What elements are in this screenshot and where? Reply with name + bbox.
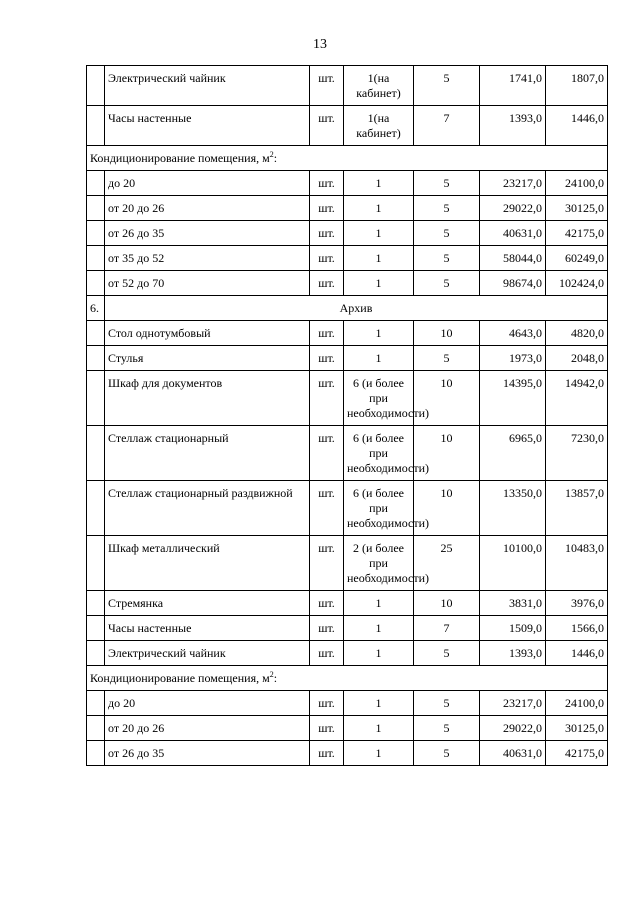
price-cell: 40631,0 bbox=[480, 741, 546, 766]
quantity-cell: 1(на кабинет) bbox=[344, 66, 414, 106]
unit-cell: шт. bbox=[310, 741, 344, 766]
unit-cell: шт. bbox=[310, 481, 344, 536]
quantity-cell: 6 (и более при необходимости) bbox=[344, 371, 414, 426]
row-number-cell bbox=[87, 741, 105, 766]
row-number-cell bbox=[87, 536, 105, 591]
row-number-cell bbox=[87, 591, 105, 616]
price-cell: 1393,0 bbox=[480, 641, 546, 666]
price-max-cell: 1446,0 bbox=[546, 641, 608, 666]
table-row bbox=[87, 371, 608, 426]
section-title: Архив bbox=[105, 296, 608, 321]
row-number-cell bbox=[87, 716, 105, 741]
row-number-cell bbox=[87, 371, 105, 426]
section-heading-text: Кондиционирование помещения, м bbox=[90, 151, 270, 165]
table-row bbox=[87, 196, 608, 221]
unit-cell: шт. bbox=[310, 641, 344, 666]
item-name: Стеллаж стационарный раздвижной bbox=[105, 481, 310, 536]
section-heading-tail: : bbox=[273, 671, 278, 685]
quantity-cell: 6 (и более при необходимости) bbox=[344, 426, 414, 481]
table-row bbox=[87, 616, 608, 641]
item-name: Часы настенные bbox=[105, 616, 310, 641]
service-life-cell: 10 bbox=[414, 591, 480, 616]
table-row bbox=[87, 246, 608, 271]
table-row bbox=[87, 106, 608, 146]
quantity-cell: 1 bbox=[344, 716, 414, 741]
price-max-cell: 7230,0 bbox=[546, 426, 608, 481]
price-max-cell: 1807,0 bbox=[546, 66, 608, 106]
price-cell: 58044,0 bbox=[480, 246, 546, 271]
price-cell: 1741,0 bbox=[480, 66, 546, 106]
item-name: от 26 до 35 bbox=[105, 221, 310, 246]
quantity-cell: 1 bbox=[344, 196, 414, 221]
price-cell: 13350,0 bbox=[480, 481, 546, 536]
unit-cell: шт. bbox=[310, 691, 344, 716]
quantity-cell: 1 bbox=[344, 271, 414, 296]
page-number: 13 bbox=[313, 37, 327, 52]
table-row bbox=[87, 321, 608, 346]
price-max-cell: 3976,0 bbox=[546, 591, 608, 616]
price-cell: 1973,0 bbox=[480, 346, 546, 371]
quantity-cell: 1 bbox=[344, 641, 414, 666]
service-life-cell: 5 bbox=[414, 691, 480, 716]
service-life-cell: 5 bbox=[414, 171, 480, 196]
table-row bbox=[87, 426, 608, 481]
service-life-cell: 5 bbox=[414, 741, 480, 766]
quantity-cell: 6 (и более при необходимости) bbox=[344, 481, 414, 536]
row-number-cell bbox=[87, 691, 105, 716]
price-max-cell: 24100,0 bbox=[546, 691, 608, 716]
price-table-body bbox=[87, 66, 608, 766]
item-name: от 20 до 26 bbox=[105, 716, 310, 741]
service-life-cell: 5 bbox=[414, 221, 480, 246]
service-life-cell: 10 bbox=[414, 481, 480, 536]
table-row bbox=[87, 716, 608, 741]
item-name: Стремянка bbox=[105, 591, 310, 616]
table-row bbox=[87, 641, 608, 666]
service-life-cell: 5 bbox=[414, 716, 480, 741]
service-life-cell: 25 bbox=[414, 536, 480, 591]
row-number-cell bbox=[87, 106, 105, 146]
service-life-cell: 7 bbox=[414, 616, 480, 641]
unit-cell: шт. bbox=[310, 246, 344, 271]
section-title-row bbox=[87, 296, 608, 321]
unit-cell: шт. bbox=[310, 171, 344, 196]
table-row bbox=[87, 481, 608, 536]
unit-cell: шт. bbox=[310, 426, 344, 481]
price-max-cell: 24100,0 bbox=[546, 171, 608, 196]
unit-cell: шт. bbox=[310, 106, 344, 146]
unit-cell: шт. bbox=[310, 271, 344, 296]
service-life-cell: 5 bbox=[414, 196, 480, 221]
unit-cell: шт. bbox=[310, 591, 344, 616]
item-name: Часы настенные bbox=[105, 106, 310, 146]
price-max-cell: 10483,0 bbox=[546, 536, 608, 591]
item-name: от 26 до 35 bbox=[105, 741, 310, 766]
service-life-cell: 5 bbox=[414, 66, 480, 106]
quantity-cell: 1 bbox=[344, 741, 414, 766]
service-life-cell: 10 bbox=[414, 321, 480, 346]
section-heading-row bbox=[87, 666, 608, 691]
row-number-cell bbox=[87, 271, 105, 296]
price-cell: 4643,0 bbox=[480, 321, 546, 346]
table-row bbox=[87, 221, 608, 246]
section-heading-tail: : bbox=[273, 151, 278, 165]
unit-cell: шт. bbox=[310, 221, 344, 246]
item-name: от 52 до 70 bbox=[105, 271, 310, 296]
price-max-cell: 13857,0 bbox=[546, 481, 608, 536]
price-table bbox=[86, 65, 608, 766]
item-name: от 35 до 52 bbox=[105, 246, 310, 271]
item-name: Стол однотумбовый bbox=[105, 321, 310, 346]
price-max-cell: 30125,0 bbox=[546, 196, 608, 221]
unit-cell: шт. bbox=[310, 346, 344, 371]
section-heading-text: Кондиционирование помещения, м bbox=[90, 671, 270, 685]
price-max-cell: 14942,0 bbox=[546, 371, 608, 426]
item-name: Электрический чайник bbox=[105, 641, 310, 666]
unit-cell: шт. bbox=[310, 321, 344, 346]
table-row bbox=[87, 346, 608, 371]
table-row bbox=[87, 536, 608, 591]
service-life-cell: 10 bbox=[414, 426, 480, 481]
table-row bbox=[87, 171, 608, 196]
section-number: 6. bbox=[87, 296, 105, 321]
row-number-cell bbox=[87, 426, 105, 481]
item-name: Электрический чайник bbox=[105, 66, 310, 106]
row-number-cell bbox=[87, 616, 105, 641]
row-number-cell bbox=[87, 481, 105, 536]
section-heading bbox=[87, 666, 608, 691]
section-heading-sup: 2 bbox=[269, 670, 274, 679]
table-row bbox=[87, 591, 608, 616]
quantity-cell: 1 bbox=[344, 246, 414, 271]
price-cell: 23217,0 bbox=[480, 691, 546, 716]
price-max-cell: 102424,0 bbox=[546, 271, 608, 296]
price-cell: 6965,0 bbox=[480, 426, 546, 481]
row-number-cell bbox=[87, 66, 105, 106]
price-cell: 1509,0 bbox=[480, 616, 546, 641]
quantity-cell: 1(на кабинет) bbox=[344, 106, 414, 146]
quantity-cell: 1 bbox=[344, 171, 414, 196]
quantity-cell: 1 bbox=[344, 591, 414, 616]
price-cell: 98674,0 bbox=[480, 271, 546, 296]
unit-cell: шт. bbox=[310, 66, 344, 106]
section-heading-sup: 2 bbox=[269, 150, 274, 159]
unit-cell: шт. bbox=[310, 536, 344, 591]
table-row bbox=[87, 741, 608, 766]
quantity-cell: 1 bbox=[344, 691, 414, 716]
row-number-cell bbox=[87, 171, 105, 196]
price-cell: 29022,0 bbox=[480, 716, 546, 741]
price-cell: 29022,0 bbox=[480, 196, 546, 221]
price-cell: 10100,0 bbox=[480, 536, 546, 591]
section-heading bbox=[87, 146, 608, 171]
price-max-cell: 42175,0 bbox=[546, 741, 608, 766]
quantity-cell: 2 (и более при необходимости) bbox=[344, 536, 414, 591]
item-name: Стеллаж стационарный bbox=[105, 426, 310, 481]
price-cell: 3831,0 bbox=[480, 591, 546, 616]
price-max-cell: 1566,0 bbox=[546, 616, 608, 641]
price-max-cell: 1446,0 bbox=[546, 106, 608, 146]
table-row bbox=[87, 691, 608, 716]
row-number-cell bbox=[87, 346, 105, 371]
service-life-cell: 10 bbox=[414, 371, 480, 426]
service-life-cell: 5 bbox=[414, 641, 480, 666]
section-heading-row bbox=[87, 146, 608, 171]
service-life-cell: 5 bbox=[414, 271, 480, 296]
unit-cell: шт. bbox=[310, 196, 344, 221]
item-name: до 20 bbox=[105, 691, 310, 716]
price-cell: 1393,0 bbox=[480, 106, 546, 146]
price-cell: 14395,0 bbox=[480, 371, 546, 426]
price-max-cell: 42175,0 bbox=[546, 221, 608, 246]
row-number-cell bbox=[87, 196, 105, 221]
row-number-cell bbox=[87, 321, 105, 346]
table-row bbox=[87, 271, 608, 296]
item-name: Шкаф металлический bbox=[105, 536, 310, 591]
price-max-cell: 4820,0 bbox=[546, 321, 608, 346]
item-name: Стулья bbox=[105, 346, 310, 371]
unit-cell: шт. bbox=[310, 616, 344, 641]
row-number-cell bbox=[87, 641, 105, 666]
item-name: до 20 bbox=[105, 171, 310, 196]
service-life-cell: 5 bbox=[414, 346, 480, 371]
item-name: Шкаф для документов bbox=[105, 371, 310, 426]
price-max-cell: 60249,0 bbox=[546, 246, 608, 271]
unit-cell: шт. bbox=[310, 371, 344, 426]
quantity-cell: 1 bbox=[344, 321, 414, 346]
price-cell: 23217,0 bbox=[480, 171, 546, 196]
unit-cell: шт. bbox=[310, 716, 344, 741]
item-name: от 20 до 26 bbox=[105, 196, 310, 221]
price-max-cell: 30125,0 bbox=[546, 716, 608, 741]
price-max-cell: 2048,0 bbox=[546, 346, 608, 371]
service-life-cell: 7 bbox=[414, 106, 480, 146]
table-row bbox=[87, 66, 608, 106]
quantity-cell: 1 bbox=[344, 616, 414, 641]
row-number-cell bbox=[87, 246, 105, 271]
quantity-cell: 1 bbox=[344, 221, 414, 246]
price-cell: 40631,0 bbox=[480, 221, 546, 246]
quantity-cell: 1 bbox=[344, 346, 414, 371]
service-life-cell: 5 bbox=[414, 246, 480, 271]
row-number-cell bbox=[87, 221, 105, 246]
